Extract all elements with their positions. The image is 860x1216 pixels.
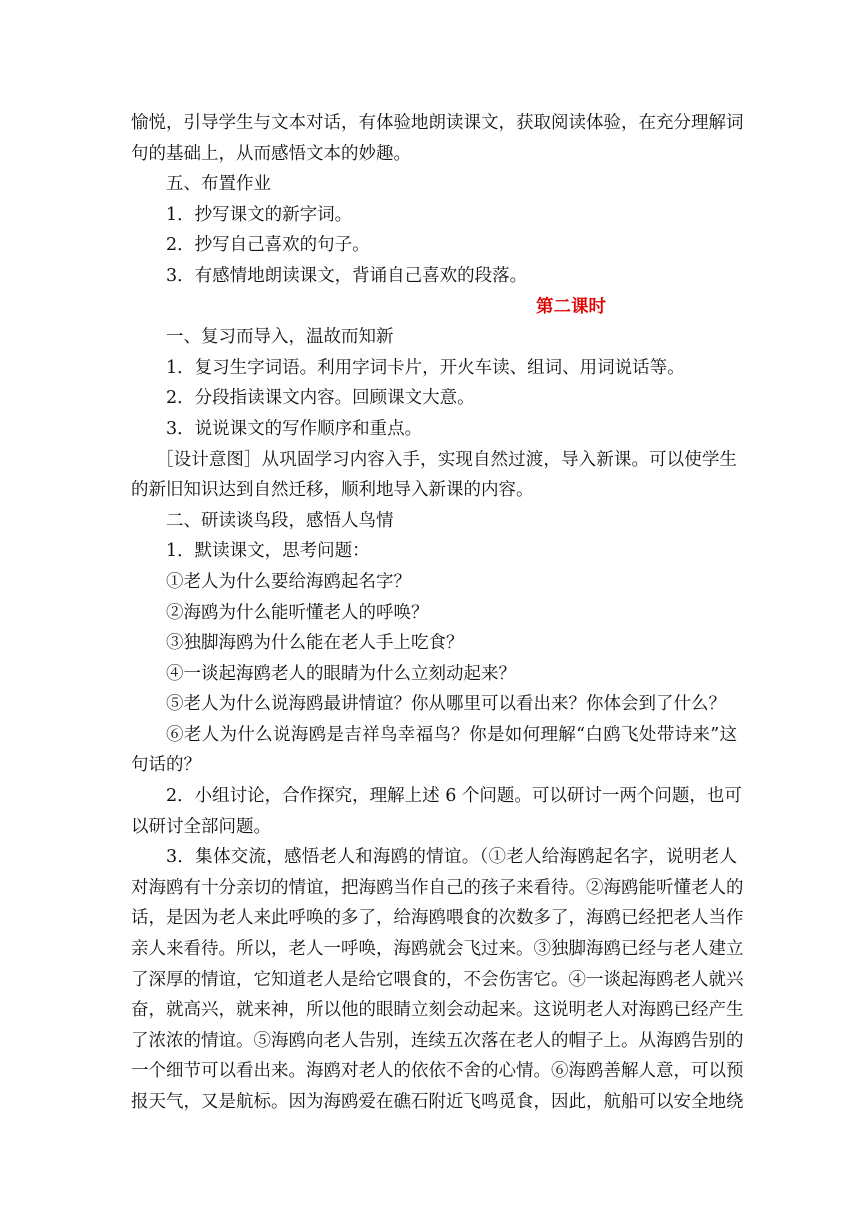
paragraph-line: 亲人来看待。所以，老人一呼唤，海鸥就会飞过来。③独脚海鸥已经与老人建立 — [131, 939, 744, 960]
list-item: 2．小组讨论，合作探究，理解上述 6 个问题。可以研讨一两个问题，也可 — [166, 786, 742, 807]
paragraph-line: 句话的？ — [131, 755, 201, 776]
paragraph-line: 奋，就高兴，就来神，所以他的眼睛立刻会动起来。这说明老人对海鸥已经产生 — [131, 1000, 744, 1021]
list-item: 3．有感情地朗读课文，背诵自己喜欢的段落。 — [166, 265, 528, 286]
list-item: 2．抄写自己喜欢的句子。 — [166, 235, 370, 256]
list-item: 3．集体交流，感悟老人和海鸥的情谊。（①老人给海鸥起名字，说明老人 — [166, 847, 737, 868]
list-item: 1．复习生字词语。利用字词卡片，开火车读、组词、用词说话等。 — [166, 357, 685, 378]
paragraph-line: 一个细节可以看出来。海鸥对老人的依依不舍的心情。⑥海鸥善解人意，可以预 — [131, 1061, 744, 1082]
design-intent-line: ［设计意图］从巩固学习内容入手，实现自然过渡，导入新课。可以使学生 — [156, 449, 737, 470]
question-item: ⑥老人为什么说海鸥是吉祥鸟幸福鸟？你是如何理解“白鸥飞处带诗来”这 — [166, 724, 737, 745]
paragraph-line: 愉悦，引导学生与文本对话，有体验地朗读课文，获取阅读体验，在充分理解词 — [131, 113, 744, 133]
paragraph-line: 话，是因为老人来此呼唤的多了，给海鸥喂食的次数多了，海鸥已经把老人当作 — [131, 908, 744, 929]
section-heading: 二、研读谈鸟段，感悟人鸟情 — [166, 510, 394, 531]
question-item: ⑤老人为什么说海鸥最讲情谊？你从哪里可以看出来？你体会到了什么？ — [166, 694, 726, 715]
list-item: 1．抄写课文的新字词。 — [166, 204, 353, 225]
paragraph-line: 了深厚的情谊，它知道老人是给它喂食的，不会伤害它。④一谈起海鸥老人就兴 — [131, 969, 744, 990]
question-item: ④一谈起海鸥老人的眼睛为什么立刻动起来？ — [166, 663, 516, 684]
list-item: 2．分段指读课文内容。回顾课文大意。 — [166, 388, 475, 409]
section-heading: 一、复习而导入，温故而知新 — [166, 327, 394, 348]
document-page — [131, 108, 744, 1118]
lesson-title: 第二课时 — [536, 296, 606, 317]
paragraph-line: 了浓浓的情谊。⑤海鸥向老人告别，连续五次落在老人的帽子上。从海鸥告别的 — [131, 1030, 744, 1051]
paragraph-line: 对海鸥有十分亲切的情谊，把海鸥当作自己的孩子来看待。②海鸥能听懂老人的 — [131, 877, 744, 898]
question-item: ①老人为什么要给海鸥起名字？ — [166, 571, 411, 592]
paragraph-line: 以研讨全部问题。 — [131, 816, 271, 837]
question-item: ②海鸥为什么能听懂老人的呼唤？ — [166, 602, 429, 623]
paragraph-line: 报天气，又是航标。因为海鸥爱在礁石附近飞鸣觅食，因此，航船可以安全地绕 — [131, 1092, 744, 1112]
list-item: 3．说说课文的写作顺序和重点。 — [166, 418, 423, 439]
question-item: ③独脚海鸥为什么能在老人手上吃食？ — [166, 633, 464, 654]
paragraph-line: 句的基础上，从而感悟文本的妙趣。 — [131, 143, 411, 164]
section-heading: 五、布置作业 — [166, 174, 271, 195]
list-item: 1．默读课文，思考问题： — [166, 541, 370, 562]
paragraph-line: 的新旧知识达到自然迁移，顺利地导入新课的内容。 — [131, 480, 534, 501]
